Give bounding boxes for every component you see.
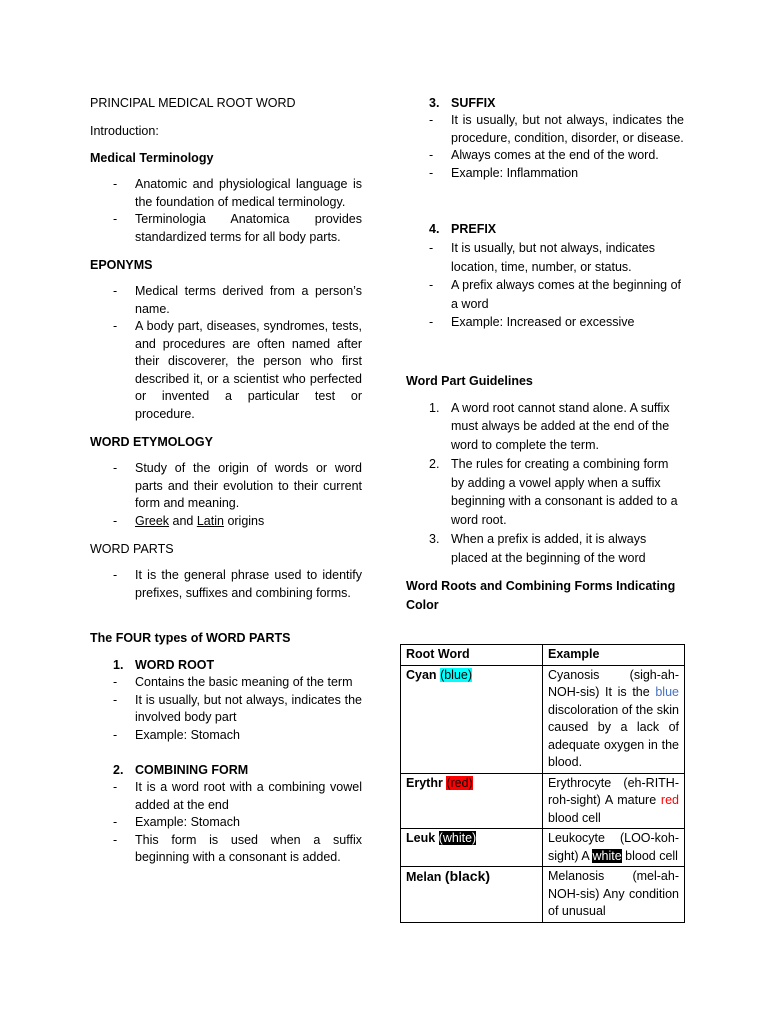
page-title: PRINCIPAL MEDICAL ROOT WORD <box>90 96 296 110</box>
list-item: 3. When a prefix is added, it is always placed at the beginning of the word <box>429 532 647 565</box>
word-parts-list <box>90 567 362 602</box>
list-item: 1. A word root cannot stand alone. A suffix must always be added at the end of the word to complete the term. <box>429 400 670 453</box>
intro-label: Introduction: <box>90 124 159 138</box>
etymology-list <box>90 460 362 530</box>
list-item: - Example: Increased or excessive <box>451 313 684 332</box>
left-column <box>90 94 362 867</box>
root-cell: Erythr (red) <box>401 773 543 829</box>
list-item: - A body part, diseases, syndromes, tests, and procedures are often named after their discoverer, the person who first described it, or a scientist who perfected or invented a particular test or procedure. <box>135 318 362 423</box>
list-item: - A prefix always comes at the beginning of a word <box>451 276 684 313</box>
column-header: Example <box>543 645 685 666</box>
four-types-heading: The FOUR types of WORD PARTS <box>90 631 291 645</box>
list-item: - It is a word root with a combining vowel added at the end <box>135 779 362 814</box>
medical-terminology-heading: Medical Terminology <box>90 151 214 165</box>
combining-form-list <box>90 779 362 867</box>
color-highlight: (white) <box>438 831 477 845</box>
table-row <box>401 773 685 829</box>
etymology-heading: WORD ETYMOLOGY <box>90 435 213 449</box>
example-cell: Cyanosis (sigh-ah-NOH-sis) It is the blue discoloration of the skin caused by a lack of adequate oxygen in the blood. <box>543 665 685 773</box>
list-item: - Example: Stomach <box>135 814 362 832</box>
eponyms-list <box>90 283 362 423</box>
list-item: - It is the general phrase used to identify prefixes, suffixes and combining forms. <box>135 567 362 602</box>
list-item: - Example: Stomach <box>135 727 362 745</box>
prefix-heading: 4. PREFIX <box>429 222 497 236</box>
list-item: - It is usually, but not always, indicates location, time, number, or status. <box>451 239 684 276</box>
table-row <box>401 829 685 867</box>
word-root-list <box>90 674 362 744</box>
list-item: - Contains the basic meaning of the term <box>135 674 362 692</box>
table-header-row <box>401 645 685 666</box>
example-cell: Melanosis (mel-ah-NOH-sis) Any condition of unusual <box>543 867 685 923</box>
list-item: - Example: Inflammation <box>451 165 684 183</box>
word-root-heading: 1. WORD ROOT <box>113 658 215 672</box>
list-item: - Greek and Latin origins <box>135 513 362 531</box>
root-cell: Melan (black) <box>401 867 543 923</box>
list-item: 2. The rules for creating a combining form by adding a vowel apply when a suffix beginning with a consonant is added to a word root. <box>429 456 678 528</box>
root-cell: Cyan (blue) <box>401 665 543 773</box>
suffix-list <box>406 112 684 182</box>
color-highlight: (blue) <box>440 667 473 682</box>
list-item: - Terminologia Anatomica provides standardized terms for all body parts. <box>135 211 362 246</box>
root-cell: Leuk (white) <box>401 829 543 867</box>
combining-form-heading: 2. COMBINING FORM <box>113 763 249 777</box>
right-column <box>406 94 684 615</box>
list-item: - This form is used when a suffix beginning with a consonant is added. <box>135 832 362 867</box>
color-label: (black) <box>444 868 491 884</box>
color-table-heading: Word Roots and Combining Forms Indicating Color <box>406 578 676 612</box>
list-item: - Study of the origin of words or word parts and their evolution to their current form and meaning. <box>135 460 362 513</box>
color-highlight: (red) <box>446 775 473 790</box>
list-item: - Always comes at the end of the word. <box>451 147 684 165</box>
medical-terminology-list <box>90 176 362 246</box>
latin-link: Latin <box>196 513 224 528</box>
prefix-list <box>406 239 684 332</box>
suffix-heading: 3. SUFFIX <box>429 96 496 110</box>
list-item: - Anatomic and physiological language is the foundation of medical terminology. <box>135 176 362 211</box>
word-parts-heading: WORD PARTS <box>90 542 174 556</box>
guidelines-heading: Word Part Guidelines <box>406 373 533 388</box>
example-cell: Erythrocyte (eh-RITH-roh-sight) A mature red blood cell <box>543 773 685 829</box>
color-roots-table <box>400 644 685 923</box>
list-item: - Medical terms derived from a person’s name. <box>135 283 362 318</box>
column-header: Root Word <box>401 645 543 666</box>
greek-link: Greek <box>135 513 170 528</box>
example-cell: Leukocyte (LOO-koh-sight) A white blood cell <box>543 829 685 867</box>
eponyms-heading: EPONYMS <box>90 258 153 272</box>
list-item: - It is usually, but not always, indicates the involved body part <box>135 692 362 727</box>
table-row <box>401 867 685 923</box>
table-row <box>401 665 685 773</box>
list-item: - It is usually, but not always, indicates the procedure, condition, disorder, or disease. <box>451 112 684 147</box>
guidelines-list <box>406 399 684 568</box>
